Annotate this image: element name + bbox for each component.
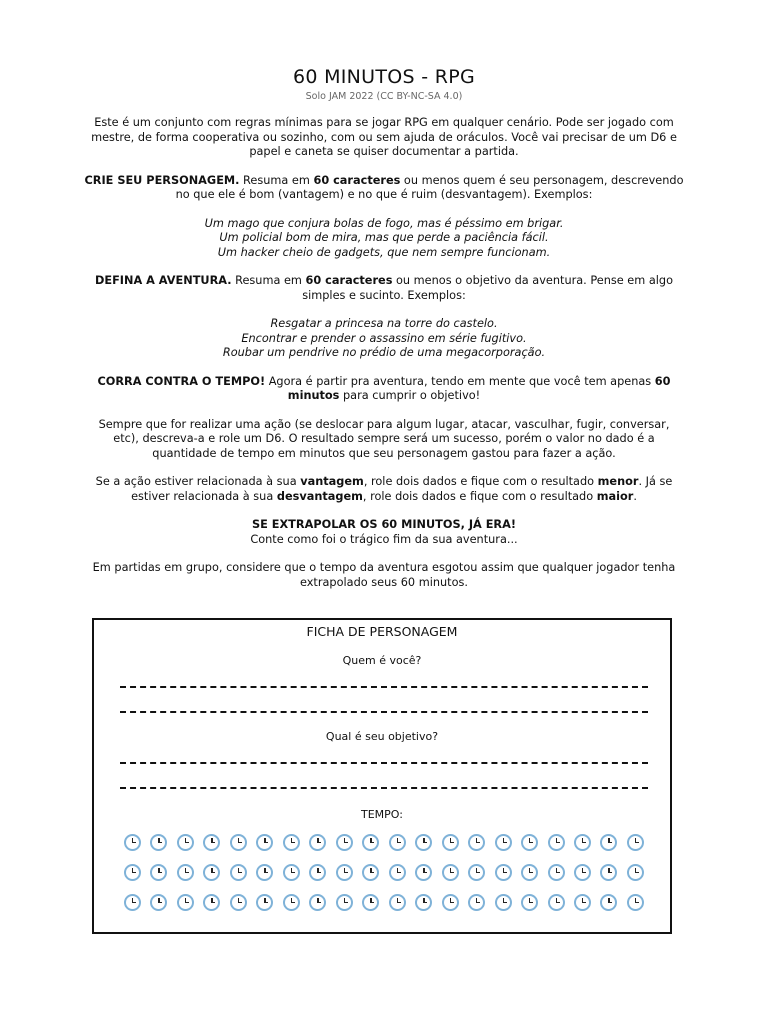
crie-paragraph bbox=[84, 174, 684, 203]
clock-icon[interactable] bbox=[468, 864, 485, 881]
question-goal: Qual é seu objetivo? bbox=[325, 730, 439, 743]
clock-icon[interactable] bbox=[574, 864, 591, 881]
defina-text-2: ou menos o objetivo da aventura. Pense em algo simples e sucinto. Exemplos: bbox=[302, 274, 673, 302]
clock-icon[interactable] bbox=[548, 894, 565, 911]
corra-bold-1: 60 minutos bbox=[287, 374, 671, 402]
vant-bold-2: menor bbox=[597, 475, 639, 488]
defina-paragraph bbox=[84, 274, 684, 303]
clock-icon[interactable] bbox=[468, 834, 485, 851]
clock-icon[interactable] bbox=[495, 894, 512, 911]
clock-row bbox=[124, 864, 644, 887]
clock-icon[interactable] bbox=[521, 834, 538, 851]
clock-icon[interactable] bbox=[442, 894, 459, 911]
corra-paragraph bbox=[84, 375, 684, 404]
crie-example: Um hacker cheio de gadgets, que nem sempre funcionam. bbox=[217, 245, 551, 259]
vant-text-5: . bbox=[633, 489, 637, 503]
clock-icon[interactable] bbox=[283, 894, 300, 911]
clock-icon[interactable] bbox=[309, 864, 326, 881]
vant-text-2: , role dois dados e fique com o resultado bbox=[363, 475, 598, 488]
corra-heading: CORRA CONTRA O TEMPO! bbox=[97, 374, 266, 388]
clock-icon[interactable] bbox=[203, 894, 220, 911]
clock-icon[interactable] bbox=[574, 834, 591, 851]
clock-icon[interactable] bbox=[203, 864, 220, 881]
clock-icon[interactable] bbox=[600, 864, 617, 881]
question-who: Quem é você? bbox=[342, 654, 422, 667]
crie-bold-1: 60 caracteres bbox=[313, 173, 401, 187]
crie-heading: CRIE SEU PERSONAGEM. bbox=[84, 173, 240, 187]
corra-text-2: para cumprir o objetivo! bbox=[339, 389, 481, 402]
clock-row bbox=[124, 894, 644, 917]
clock-icon[interactable] bbox=[362, 894, 379, 911]
clock-icon[interactable] bbox=[362, 834, 379, 851]
answer-line-who-1[interactable] bbox=[120, 686, 648, 688]
vant-text-3: . Já se estiver relacionada à sua bbox=[131, 475, 673, 503]
clock-icon[interactable] bbox=[336, 864, 353, 881]
clock-icon[interactable] bbox=[124, 894, 141, 911]
corra-text-1: Agora é partir pra aventura, tendo em mente que você tem apenas bbox=[265, 374, 655, 388]
clock-row bbox=[124, 834, 644, 857]
extrapolar-paragraph bbox=[84, 518, 684, 547]
clock-icon[interactable] bbox=[177, 834, 194, 851]
vant-bold-4: maior bbox=[596, 489, 634, 503]
crie-examples bbox=[84, 217, 684, 261]
clock-icon[interactable] bbox=[336, 834, 353, 851]
clock-icon[interactable] bbox=[150, 894, 167, 911]
clock-icon[interactable] bbox=[627, 894, 644, 911]
clock-icon[interactable] bbox=[177, 894, 194, 911]
clock-icon[interactable] bbox=[442, 864, 459, 881]
defina-heading: DEFINA A AVENTURA. bbox=[94, 274, 232, 287]
clock-icon[interactable] bbox=[574, 894, 591, 911]
clock-icon[interactable] bbox=[495, 864, 512, 881]
vantagem-paragraph bbox=[84, 475, 684, 504]
clock-icon[interactable] bbox=[548, 864, 565, 881]
answer-line-goal-1[interactable] bbox=[120, 762, 648, 764]
defina-bold-1: 60 caracteres bbox=[305, 274, 393, 287]
clock-icon[interactable] bbox=[150, 864, 167, 881]
clock-icon[interactable] bbox=[309, 834, 326, 851]
clock-icon[interactable] bbox=[468, 894, 485, 911]
sheet-title: FICHA DE PERSONAGEM bbox=[306, 624, 458, 639]
clock-icon[interactable] bbox=[362, 864, 379, 881]
defina-examples bbox=[84, 317, 684, 361]
answer-line-goal-2[interactable] bbox=[120, 787, 648, 789]
page-subtitle: Solo JAM 2022 (CC BY-NC-SA 4.0) bbox=[305, 91, 463, 102]
grupo-paragraph: Em partidas em grupo, considere que o tempo da aventura esgotou assim que qualquer jogador tenha extrapolado seus 60 minutos. bbox=[92, 561, 676, 589]
clock-icon[interactable] bbox=[521, 894, 538, 911]
clock-icon[interactable] bbox=[627, 834, 644, 851]
clock-icon[interactable] bbox=[389, 864, 406, 881]
rules-text bbox=[84, 116, 684, 604]
clock-icon[interactable] bbox=[415, 864, 432, 881]
clock-icon[interactable] bbox=[495, 834, 512, 851]
vant-text-4: , role dois dados e fique com o resultado bbox=[362, 489, 597, 503]
clock-icon[interactable] bbox=[230, 894, 247, 911]
tempo-label: TEMPO: bbox=[361, 808, 403, 821]
answer-line-who-2[interactable] bbox=[120, 711, 648, 713]
clock-icon[interactable] bbox=[442, 834, 459, 851]
clock-grid bbox=[124, 834, 644, 924]
crie-example: Um mago que conjura bolas de fogo, mas é péssimo em brigar. bbox=[204, 216, 564, 230]
defina-text-1: Resuma em bbox=[231, 274, 306, 287]
intro-paragraph: Este é um conjunto com regras mínimas para se jogar RPG em qualquer cenário. Pode ser jogado com mestre, de forma cooperativa ou sozinho, com ou sem ajuda de oráculos. Você vai precisar de um D6 e papel e caneta se quiser documentar a partida. bbox=[91, 116, 677, 158]
clock-icon[interactable] bbox=[256, 894, 273, 911]
sempre-paragraph: Sempre que for realizar uma ação (se deslocar para algum lugar, atacar, vasculhar, fugir, conversar, etc), descreva-a e role um D6. O resultado sempre será um sucesso, porém o valor no dado é a quantidade de tempo em minutos que seu personagem gastou para fazer a ação. bbox=[98, 417, 670, 460]
defina-example: Encontrar e prender o assassino em série fugitivo. bbox=[241, 331, 527, 345]
clock-icon[interactable] bbox=[415, 834, 432, 851]
vant-text-1: Se a ação estiver relacionada à sua bbox=[95, 475, 301, 488]
clock-icon[interactable] bbox=[124, 834, 141, 851]
clock-icon[interactable] bbox=[627, 864, 644, 881]
clock-icon[interactable] bbox=[150, 834, 167, 851]
crie-example: Um policial bom de mira, mas que perde a paciência fácil. bbox=[219, 231, 549, 244]
clock-icon[interactable] bbox=[256, 834, 273, 851]
clock-icon[interactable] bbox=[256, 864, 273, 881]
character-sheet bbox=[92, 618, 672, 934]
clock-icon[interactable] bbox=[521, 864, 538, 881]
clock-icon[interactable] bbox=[283, 834, 300, 851]
clock-icon[interactable] bbox=[389, 834, 406, 851]
clock-icon[interactable] bbox=[600, 894, 617, 911]
clock-icon[interactable] bbox=[415, 894, 432, 911]
clock-icon[interactable] bbox=[336, 894, 353, 911]
extrapolar-line: Conte como foi o trágico fim da sua aventura... bbox=[250, 532, 518, 546]
clock-icon[interactable] bbox=[548, 834, 565, 851]
clock-icon[interactable] bbox=[309, 894, 326, 911]
clock-icon[interactable] bbox=[230, 864, 247, 881]
crie-text-1: Resuma em bbox=[239, 173, 314, 187]
page-title: 60 MINUTOS - RPG bbox=[292, 66, 476, 88]
extrapolar-heading: SE EXTRAPOLAR OS 60 MINUTOS, JÁ ERA! bbox=[251, 518, 517, 531]
clock-icon[interactable] bbox=[124, 864, 141, 881]
clock-icon[interactable] bbox=[389, 894, 406, 911]
crie-text-2: ou menos quem é seu personagem, descrevendo no que ele é bom (vantagem) e no que é ruim (desvantagem). Exemplos: bbox=[175, 173, 684, 201]
defina-example: Roubar um pendrive no prédio de uma megacorporação. bbox=[222, 346, 546, 359]
clock-icon[interactable] bbox=[600, 834, 617, 851]
clock-icon[interactable] bbox=[177, 864, 194, 881]
clock-icon[interactable] bbox=[230, 834, 247, 851]
defina-example: Resgatar a princesa na torre do castelo. bbox=[270, 317, 498, 330]
vant-bold-3: desvantagem bbox=[276, 489, 363, 503]
clock-icon[interactable] bbox=[203, 834, 220, 851]
vant-bold-1: vantagem bbox=[300, 475, 364, 488]
clock-icon[interactable] bbox=[283, 864, 300, 881]
